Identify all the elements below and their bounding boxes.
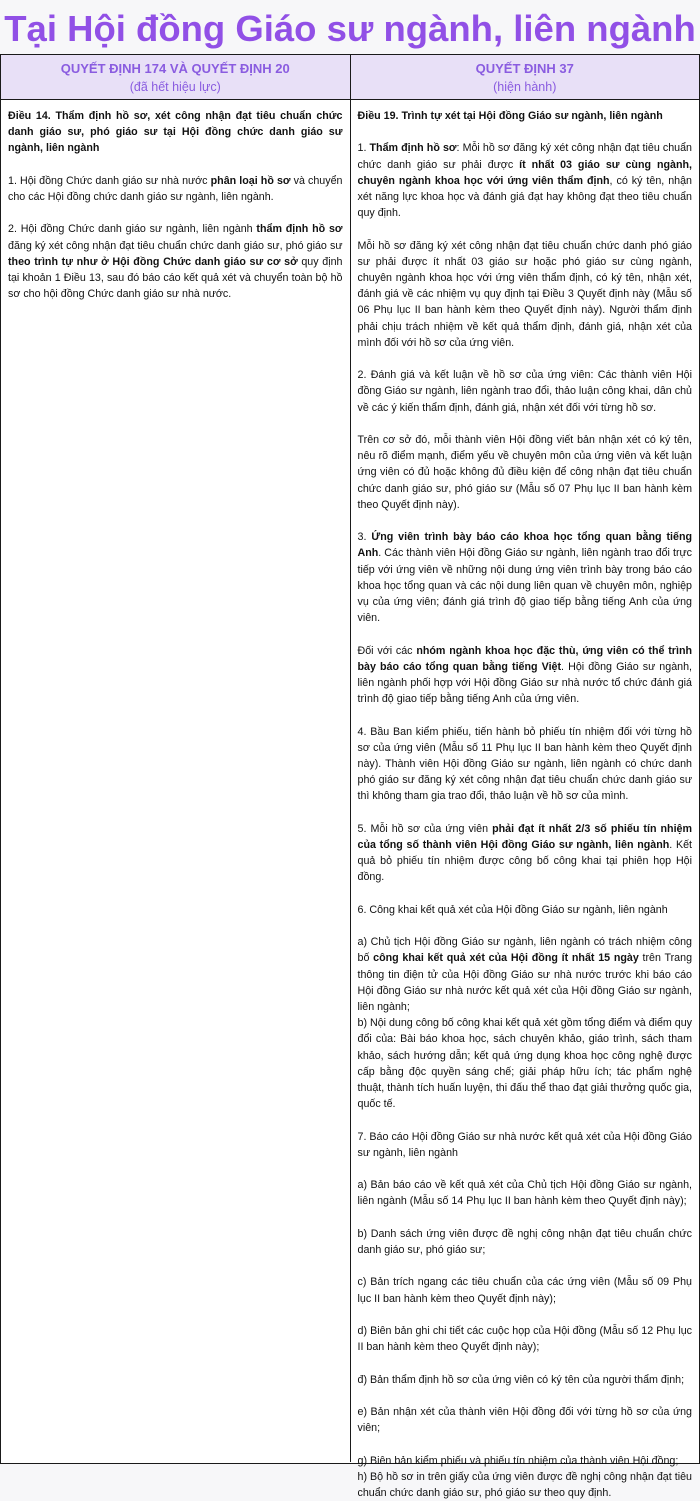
article-14-clause-1: 1. Hội đồng Chức danh giáo sư nhà nước phân loại hồ sơ và chuyển cho các Hội đồng chức danh giáo sư ngành, liên ngành. [8,174,343,203]
header-old-status: (đã hết hiệu lực) [129,80,221,94]
article-19-clause-6b: b) Nội dung công bố công khai kết quả xét gồm tổng điểm và điểm quy đổi của: Bài báo khoa học, sách chuyên khảo, giáo trình, sách tham khảo, sách hướng dẫn; kết quả ứng dụng khoa học công nghệ được cấp bằng độc quyền sáng chế; giải pháp hữu ích; tác phẩm nghệ thuật, thành tích huấn luyện, thi đấu thể thao đạt giải thưởng quốc gia, quốc tế. [357,1017,692,1111]
article-19-clause-7d: d) Biên bản ghi chi tiết các cuộc họp của Hội đồng (Mẫu số 12 Phụ lục II ban hành kèm theo Quyết định này); [357,1325,692,1354]
article-19-clause-7: 7. Báo cáo Hội đồng Giáo sư nhà nước kết quả xét của Hội đồng Giáo sư ngành, liên ngành [357,1130,692,1159]
article-19-clause-3: 3. Ứng viên trình bày báo cáo khoa học tổng quan bằng tiếng Anh. Các thành viên Hội đồng Giáo sư ngành, liên ngành trao đổi trực tiếp với ứng viên về những nội dung ứng viên trình bày trong báo cáo khoa học tổng quan và các nội dung liên quan về chuyên môn, nghiệp vụ của ứng viên; đánh giá trình độ giao tiếp bằng tiếng Anh của ứng viên. [357,531,692,625]
article-19-clause-6a: a) Chủ tịch Hội đồng Giáo sư ngành, liên ngành có trách nhiệm công bố công khai kết quả xét của Hội đồng ít nhất 15 ngày trên Trang thông tin điện tử của Hội đồng Giáo sư nhà nước trước khi báo cáo Hội đồng Giáo sư nhà nước kết quả xét của Hội đồng Giáo sư ngành, liên ngành; [357,936,693,1014]
article-14-heading: Điều 14. Thẩm định hồ sơ, xét công nhận đạt tiêu chuẩn chức danh giáo sư, phó giáo sư tại Hội đồng chức danh giáo sư ngành, liên ngành [8,110,343,155]
header-new-decision [351,55,700,99]
header-old-title: QUYẾT ĐỊNH 174 VÀ QUYẾT ĐỊNH 20 [60,61,290,76]
table-body [1,100,699,1499]
article-19-clause-7dd: đ) Bản thẩm định hồ sơ của ứng viên có ký tên của người thẩm định; [357,1373,685,1386]
article-14-clause-2: 2. Hội đồng Chức danh giáo sư ngành, liên ngành thẩm định hồ sơ đăng ký xét công nhận đạt tiêu chuẩn chức danh giáo sư, phó giáo sư theo trình tự như ở Hội đồng Chức danh giáo sư cơ sở quy định tại khoản 1 Điều 13, sau đó báo cáo kết quả xét và chuyển toàn bộ hồ sơ cho hội đồng Chức danh giáo sư nhà nước. [8,223,343,301]
old-decision-column [1,100,351,1462]
comparison-table [0,54,700,1499]
article-19-clause-7a: a) Bản báo cáo về kết quả xét của Chủ tịch Hội đồng Giáo sư ngành, liên ngành (Mẫu số 14 Phụ lục II ban hành kèm theo Quyết định này); [357,1179,692,1208]
header-old-decision [1,55,351,99]
article-19-clause-1-assoc: Mỗi hồ sơ đăng ký xét công nhận đạt tiêu chuẩn chức danh phó giáo sư phải được ít nhất 03 giáo sư hoặc phó giáo sư cùng ngành, chuyên ngành khoa học với ứng viên thẩm định, có ký tên, nhận xét, đánh giá về các nhiệm vụ quy định tại Điều 3 Quyết định này (Mẫu số 06 Phụ lục II ban hành kèm theo Quyết định này). Người thẩm định phải chịu trách nhiệm về kết quả thẩm định, đánh giá, nhận xét của mình đối với hồ sơ của ứng viên. [357,239,692,349]
article-19-clause-7c: c) Bản trích ngang các tiêu chuẩn của các ứng viên (Mẫu số 09 Phụ lục II ban hành kèm theo Quyết định này); [357,1276,692,1305]
page-title: Tại Hội đồng Giáo sư ngành, liên ngành [4,8,696,49]
table-header [1,55,699,100]
new-decision-column [351,100,700,1499]
header-new-status: (hiện hành) [493,80,557,94]
article-19-clause-7b: b) Danh sách ứng viên được đề nghị công nhận đạt tiêu chuẩn chức danh giáo sư, phó giáo sư; [357,1227,692,1257]
header-new-title: QUYẾT ĐỊNH 37 [475,61,574,76]
article-19-clause-3-special: Đối với các nhóm ngành khoa học đặc thù, ứng viên có thể trình bày báo cáo tổng quan bằng tiếng Việt. Hội đồng Giáo sư ngành, liên ngành phối hợp với Hội đồng Giáo sư nhà nước tổ chức đánh giá trình độ giao tiếp bằng tiếng Anh của ứng viên. [357,644,692,706]
article-19-clause-1: 1. Thẩm định hồ sơ: Mỗi hồ sơ đăng ký xét công nhận đạt tiêu chuẩn chức danh giáo sư phải được ít nhất 03 giáo sư cùng ngành, chuyên ngành khoa học với ứng viên thẩm định, có ký tên, nhận xét năng lực khoa học và đánh giá đạt hay không đạt theo tiêu chuẩn quy định. [357,142,692,220]
article-19-clause-4: 4. Bầu Ban kiểm phiếu, tiến hành bỏ phiếu tín nhiệm đối với từng hồ sơ của ứng viên (Mẫu số 11 Phụ lục II ban hành kèm theo Quyết định này). Thành viên Hội đồng Giáo sư ngành, liên ngành có chức danh phó giáo sư đăng ký xét công nhận đạt tiêu chuẩn chức danh giáo sư thì không tham gia trao đổi, thảo luận về hồ sơ của mình. [357,725,692,803]
article-19-clause-6: 6. Công khai kết quả xét của Hội đồng Giáo sư ngành, liên ngành [357,903,668,916]
article-19-clause-7h: h) Bộ hồ sơ in trên giấy của ứng viên được đề nghị công nhận đạt tiêu chuẩn chức danh giáo sư, phó giáo sư theo quy định. [357,1470,692,1499]
article-19-clause-7g: g) Biên bản kiểm phiếu và phiếu tín nhiệm của thành viên Hội đồng; [357,1454,679,1467]
article-19-clause-2-detail: Trên cơ sở đó, mỗi thành viên Hội đồng viết bản nhận xét có ký tên, nêu rõ điểm mạnh, điểm yếu về chuyên môn của ứng viên và kết luận ứng viên có đủ hoặc không đủ điều kiện để công nhận đạt tiêu chuẩn chức danh giáo sư, phó giáo sư (Mẫu số 07 Phụ lục II ban hành kèm theo Quyết định này). [357,434,692,511]
article-19-clause-2: 2. Đánh giá và kết luận về hồ sơ của ứng viên: Các thành viên Hội đồng Giáo sư ngành, liên ngành trao đổi, thảo luận công khai, dân chủ về các ý kiến thẩm định, đánh giá, nhận xét đối với từng hồ sơ. [357,369,692,414]
article-19-clause-7e: e) Bản nhận xét của thành viên Hội đồng đối với từng hồ sơ của ứng viên; [357,1405,692,1435]
article-19-heading: Điều 19. Trình tự xét tại Hội đồng Giáo sư ngành, liên ngành [357,110,663,122]
article-19-clause-5: 5. Mỗi hồ sơ của ứng viên phải đạt ít nhất 2/3 số phiếu tín nhiệm của tổng số thành viên Hội đồng Giáo sư ngành, liên ngành. Kết quả bỏ phiếu tín nhiệm được công bố công khai tại phiên họp Hội đồng. [357,822,693,884]
